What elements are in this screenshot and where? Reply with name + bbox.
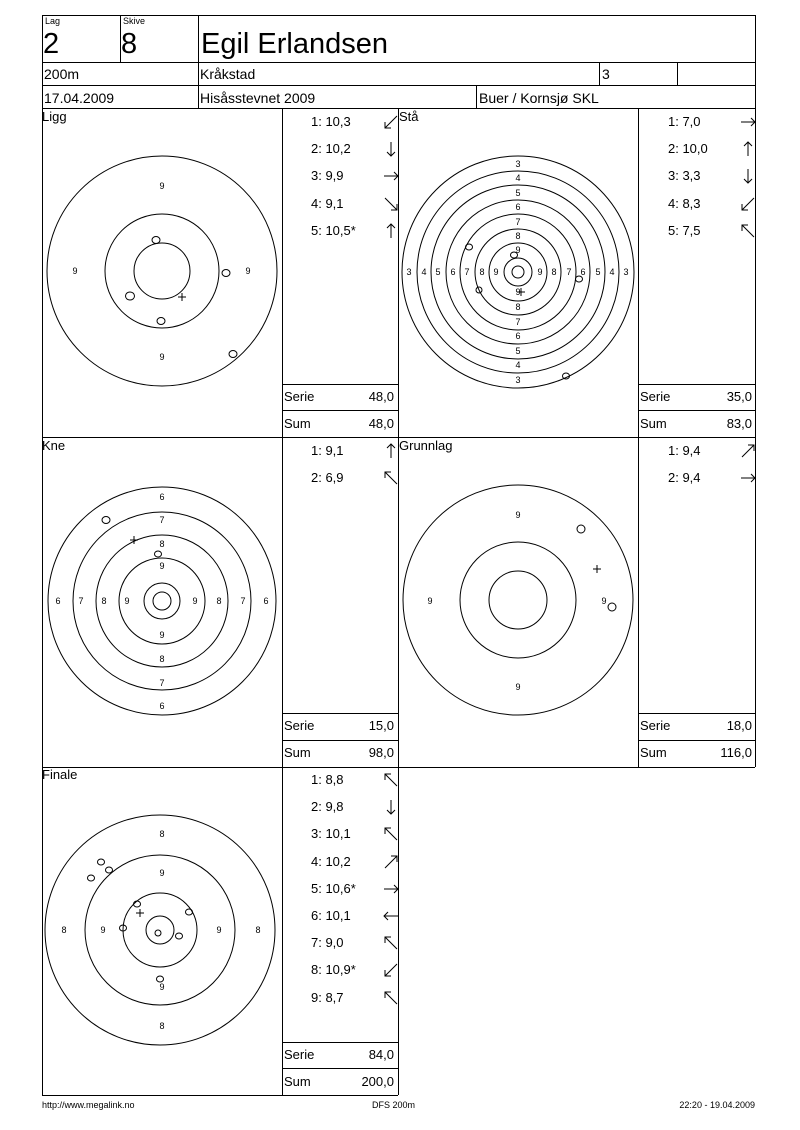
ring-label: 8 bbox=[159, 654, 165, 664]
arrow-up-left-icon bbox=[383, 772, 399, 788]
arrow-up-right-icon bbox=[383, 854, 399, 870]
ring-label: 9 bbox=[159, 868, 165, 878]
shot-hole bbox=[102, 517, 110, 524]
shot-row bbox=[668, 223, 752, 239]
sum-row-grunnlag bbox=[638, 745, 754, 761]
shot-score: 9: 8,7 bbox=[311, 989, 344, 1005]
sum-value: 48,0 bbox=[368, 416, 394, 431]
shot-score: 4: 8,3 bbox=[668, 195, 701, 211]
arrow-right-icon bbox=[383, 168, 399, 184]
ring-label: 6 bbox=[159, 701, 165, 711]
ring-label: 8 bbox=[216, 596, 222, 606]
panel-title-grunnlag: Grunnlag bbox=[399, 438, 453, 453]
arrow-left-icon bbox=[383, 908, 399, 924]
shot-row bbox=[311, 114, 395, 130]
ring-label: 9 bbox=[100, 925, 106, 935]
ring-label: 9 bbox=[601, 596, 607, 606]
sum-row-kne bbox=[282, 745, 396, 761]
shot-hole bbox=[229, 351, 237, 358]
sum-row-finale bbox=[282, 1074, 396, 1090]
shot-row bbox=[311, 908, 395, 924]
shot-hole bbox=[608, 603, 616, 611]
lag-label: Lag bbox=[45, 16, 61, 26]
arrow-up-left-icon bbox=[383, 470, 399, 486]
shot-row bbox=[311, 196, 395, 212]
ring-label: 6 bbox=[450, 267, 456, 277]
ring-label: 7 bbox=[159, 678, 165, 688]
center-cross bbox=[178, 293, 186, 301]
shot-row bbox=[668, 114, 752, 130]
panel-title-ligg: Ligg bbox=[42, 109, 67, 124]
skive-label: Skive bbox=[123, 16, 146, 26]
arrow-up-left-icon bbox=[383, 990, 399, 1006]
ring-label: 6 bbox=[515, 202, 521, 212]
footer-timestamp: 22:20 - 19.04.2009 bbox=[679, 1100, 755, 1110]
ring-label: 9 bbox=[427, 596, 433, 606]
shot-score: 5: 10,6* bbox=[311, 880, 356, 896]
sum-label: Sum bbox=[284, 745, 311, 760]
ring-label: 9 bbox=[515, 287, 521, 297]
shot-row bbox=[668, 141, 752, 157]
shot-score: 2: 10,2 bbox=[311, 141, 351, 157]
ring-label: 9 bbox=[159, 181, 165, 191]
ring-label: 9 bbox=[537, 267, 543, 277]
arrow-right-icon bbox=[740, 114, 756, 130]
shot-hole bbox=[577, 525, 585, 533]
ring-label: 9 bbox=[159, 561, 165, 571]
target-kne bbox=[42, 437, 282, 767]
arrow-up-icon bbox=[383, 443, 399, 459]
sum-label: Sum bbox=[640, 416, 667, 431]
ring-label: 9 bbox=[192, 596, 198, 606]
ring-label: 9 bbox=[159, 982, 165, 992]
footer-program: DFS 200m bbox=[372, 1100, 416, 1110]
shot-score: 2: 10,0 bbox=[668, 141, 708, 157]
serie-label: Serie bbox=[284, 1047, 315, 1062]
ring-label: 7 bbox=[566, 267, 572, 277]
venue: Buer / Kornsjø SKL bbox=[479, 90, 599, 106]
skive-value: 8 bbox=[121, 28, 138, 60]
ring-label: 8 bbox=[101, 596, 107, 606]
ring-label: 9 bbox=[159, 352, 165, 362]
shot-hole bbox=[466, 244, 473, 250]
shooter-name: Egil Erlandsen bbox=[201, 28, 388, 60]
ring-label: 8 bbox=[515, 302, 521, 312]
arrow-up-icon bbox=[383, 223, 399, 239]
shot-score: 2: 9,8 bbox=[311, 799, 344, 815]
shot-row bbox=[311, 962, 395, 978]
target-finale bbox=[42, 767, 282, 1095]
ring-label: 8 bbox=[551, 267, 557, 277]
shot-hole bbox=[222, 270, 230, 277]
shot-row bbox=[311, 826, 395, 842]
shot-hole bbox=[186, 909, 193, 915]
ring-label: 5 bbox=[595, 267, 601, 277]
shot-row bbox=[311, 772, 395, 788]
distance: 200m bbox=[44, 66, 80, 82]
shot-row bbox=[311, 223, 395, 239]
ring-label: 9 bbox=[515, 245, 521, 255]
ring-label: 6 bbox=[515, 331, 521, 341]
shot-hole bbox=[126, 292, 135, 300]
shot-score: 4: 10,2 bbox=[311, 853, 351, 869]
serie-value: 18,0 bbox=[726, 718, 752, 733]
ring-label: 4 bbox=[515, 360, 521, 370]
serie-value: 48,0 bbox=[368, 389, 394, 404]
shot-hole bbox=[155, 930, 161, 936]
ring-label: 7 bbox=[78, 596, 84, 606]
arrow-down-right-icon bbox=[383, 196, 399, 212]
center-cross bbox=[593, 565, 601, 573]
event-name: Hisåsstevnet 2009 bbox=[200, 90, 316, 106]
shot-row bbox=[311, 141, 395, 157]
arrow-right-icon bbox=[383, 881, 399, 897]
shot-row bbox=[668, 443, 752, 459]
shot-row bbox=[311, 799, 395, 815]
sum-value: 98,0 bbox=[368, 745, 394, 760]
ring-label: 6 bbox=[263, 596, 269, 606]
shot-score: 1: 8,8 bbox=[311, 772, 344, 787]
panel-title-sta: Stå bbox=[399, 109, 419, 124]
shot-row bbox=[668, 168, 752, 184]
shot-score: 4: 9,1 bbox=[311, 195, 344, 211]
arrow-down-left-icon bbox=[740, 196, 756, 212]
target-grunnlag bbox=[398, 437, 638, 767]
ring-label: 7 bbox=[159, 515, 165, 525]
shot-row bbox=[311, 470, 395, 486]
serie-label: Serie bbox=[284, 389, 315, 404]
shot-score: 1: 9,4 bbox=[668, 443, 701, 458]
ring-label: 4 bbox=[421, 267, 427, 277]
shot-row bbox=[311, 935, 395, 951]
sum-value: 200,0 bbox=[361, 1074, 394, 1089]
club: Kråkstad bbox=[200, 66, 256, 82]
sum-row-ligg bbox=[282, 416, 396, 432]
ring-label: 6 bbox=[55, 596, 61, 606]
arrow-up-left-icon bbox=[383, 826, 399, 842]
ring-label: 7 bbox=[515, 317, 521, 327]
ring-label: 9 bbox=[124, 596, 130, 606]
ring-label: 3 bbox=[515, 159, 521, 169]
center-cross bbox=[136, 909, 144, 917]
sum-label: Sum bbox=[640, 745, 667, 760]
ring-label: 9 bbox=[515, 682, 521, 692]
shot-row bbox=[668, 196, 752, 212]
arrow-right-icon bbox=[740, 470, 756, 486]
shot-hole bbox=[157, 318, 165, 325]
ring-label: 5 bbox=[515, 346, 521, 356]
ring-label: 9 bbox=[245, 266, 251, 276]
ring-label: 8 bbox=[159, 1021, 165, 1031]
shot-score: 1: 9,1 bbox=[311, 443, 344, 458]
serie-value: 35,0 bbox=[726, 389, 752, 404]
target-sta bbox=[398, 108, 638, 437]
shot-row bbox=[311, 881, 395, 897]
ring-label: 4 bbox=[609, 267, 615, 277]
sum-row-sta bbox=[638, 416, 754, 432]
ring-label: 3 bbox=[515, 375, 521, 385]
shot-score: 3: 9,9 bbox=[311, 168, 344, 184]
ring-label: 7 bbox=[515, 217, 521, 227]
shot-row bbox=[311, 168, 395, 184]
ring-label: 9 bbox=[72, 266, 78, 276]
shot-row bbox=[311, 854, 395, 870]
shot-hole bbox=[98, 859, 105, 865]
serie-value: 84,0 bbox=[368, 1047, 394, 1062]
ring-label: 5 bbox=[515, 188, 521, 198]
arrow-down-icon bbox=[740, 168, 756, 184]
sum-label: Sum bbox=[284, 1074, 311, 1089]
ring-label: 8 bbox=[159, 539, 165, 549]
arrow-down-left-icon bbox=[383, 114, 399, 130]
ring-label: 7 bbox=[464, 267, 470, 277]
footer-url[interactable]: http://www.megalink.no bbox=[42, 1100, 135, 1110]
ring-label: 8 bbox=[159, 829, 165, 839]
arrow-down-left-icon bbox=[383, 962, 399, 978]
shot-score: 6: 10,1 bbox=[311, 908, 351, 923]
ring-label: 8 bbox=[479, 267, 485, 277]
ring-label: 3 bbox=[406, 267, 412, 277]
ring-label: 9 bbox=[159, 630, 165, 640]
ring-label: 6 bbox=[159, 492, 165, 502]
serie-value: 15,0 bbox=[368, 718, 394, 733]
shot-row bbox=[311, 990, 395, 1006]
panel-title-finale: Finale bbox=[42, 767, 78, 782]
shot-hole bbox=[152, 237, 160, 244]
arrow-down-icon bbox=[383, 799, 399, 815]
arrow-up-right-icon bbox=[740, 443, 756, 459]
ring-label: 8 bbox=[61, 925, 67, 935]
ring-label: 8 bbox=[255, 925, 261, 935]
shot-score: 5: 10,5* bbox=[311, 222, 356, 238]
ring-label: 7 bbox=[240, 596, 246, 606]
ring-label: 8 bbox=[515, 231, 521, 241]
ring-label: 3 bbox=[623, 267, 629, 277]
ring-label: 5 bbox=[435, 267, 441, 277]
ring-label: 9 bbox=[515, 510, 521, 520]
class: 3 bbox=[602, 66, 610, 82]
ring-label: 9 bbox=[216, 925, 222, 935]
shot-hole bbox=[176, 933, 183, 939]
shot-score: 3: 3,3 bbox=[668, 168, 701, 184]
arrow-up-left-icon bbox=[383, 935, 399, 951]
arrow-up-left-icon bbox=[740, 223, 756, 239]
ring-label: 4 bbox=[515, 173, 521, 183]
shot-hole bbox=[134, 901, 141, 907]
ring-label: 9 bbox=[493, 267, 499, 277]
shot-score: 2: 6,9 bbox=[311, 470, 344, 486]
serie-label: Serie bbox=[640, 718, 671, 733]
shot-score: 5: 7,5 bbox=[668, 222, 701, 238]
sum-value: 116,0 bbox=[720, 745, 752, 760]
arrow-up-icon bbox=[740, 141, 756, 157]
ring-label: 6 bbox=[580, 267, 586, 277]
target-ligg bbox=[42, 108, 282, 437]
shot-hole bbox=[576, 276, 583, 282]
arrow-down-icon bbox=[383, 141, 399, 157]
shot-hole bbox=[511, 252, 518, 258]
date: 17.04.2009 bbox=[44, 90, 115, 106]
panel-title-kne: Kne bbox=[42, 438, 66, 453]
serie-label: Serie bbox=[640, 389, 671, 404]
serie-row-ligg bbox=[282, 389, 396, 405]
shot-score: 1: 10,3 bbox=[311, 114, 351, 129]
shot-score: 2: 9,4 bbox=[668, 470, 701, 486]
sum-value: 83,0 bbox=[726, 416, 752, 431]
serie-row-sta bbox=[638, 389, 754, 405]
shot-score: 8: 10,9* bbox=[311, 962, 356, 978]
shot-row bbox=[668, 470, 752, 486]
serie-row-finale bbox=[282, 1047, 396, 1063]
lag-value: 2 bbox=[43, 28, 60, 60]
shot-score: 1: 7,0 bbox=[668, 114, 701, 129]
shot-score: 7: 9,0 bbox=[311, 935, 344, 951]
shot-hole bbox=[155, 551, 162, 557]
shot-score: 3: 10,1 bbox=[311, 826, 351, 842]
serie-label: Serie bbox=[284, 718, 315, 733]
serie-row-kne bbox=[282, 718, 396, 734]
shot-row bbox=[311, 443, 395, 459]
serie-row-grunnlag bbox=[638, 718, 754, 734]
shot-hole bbox=[88, 875, 95, 881]
sum-label: Sum bbox=[284, 416, 311, 431]
shot-hole bbox=[106, 867, 113, 873]
